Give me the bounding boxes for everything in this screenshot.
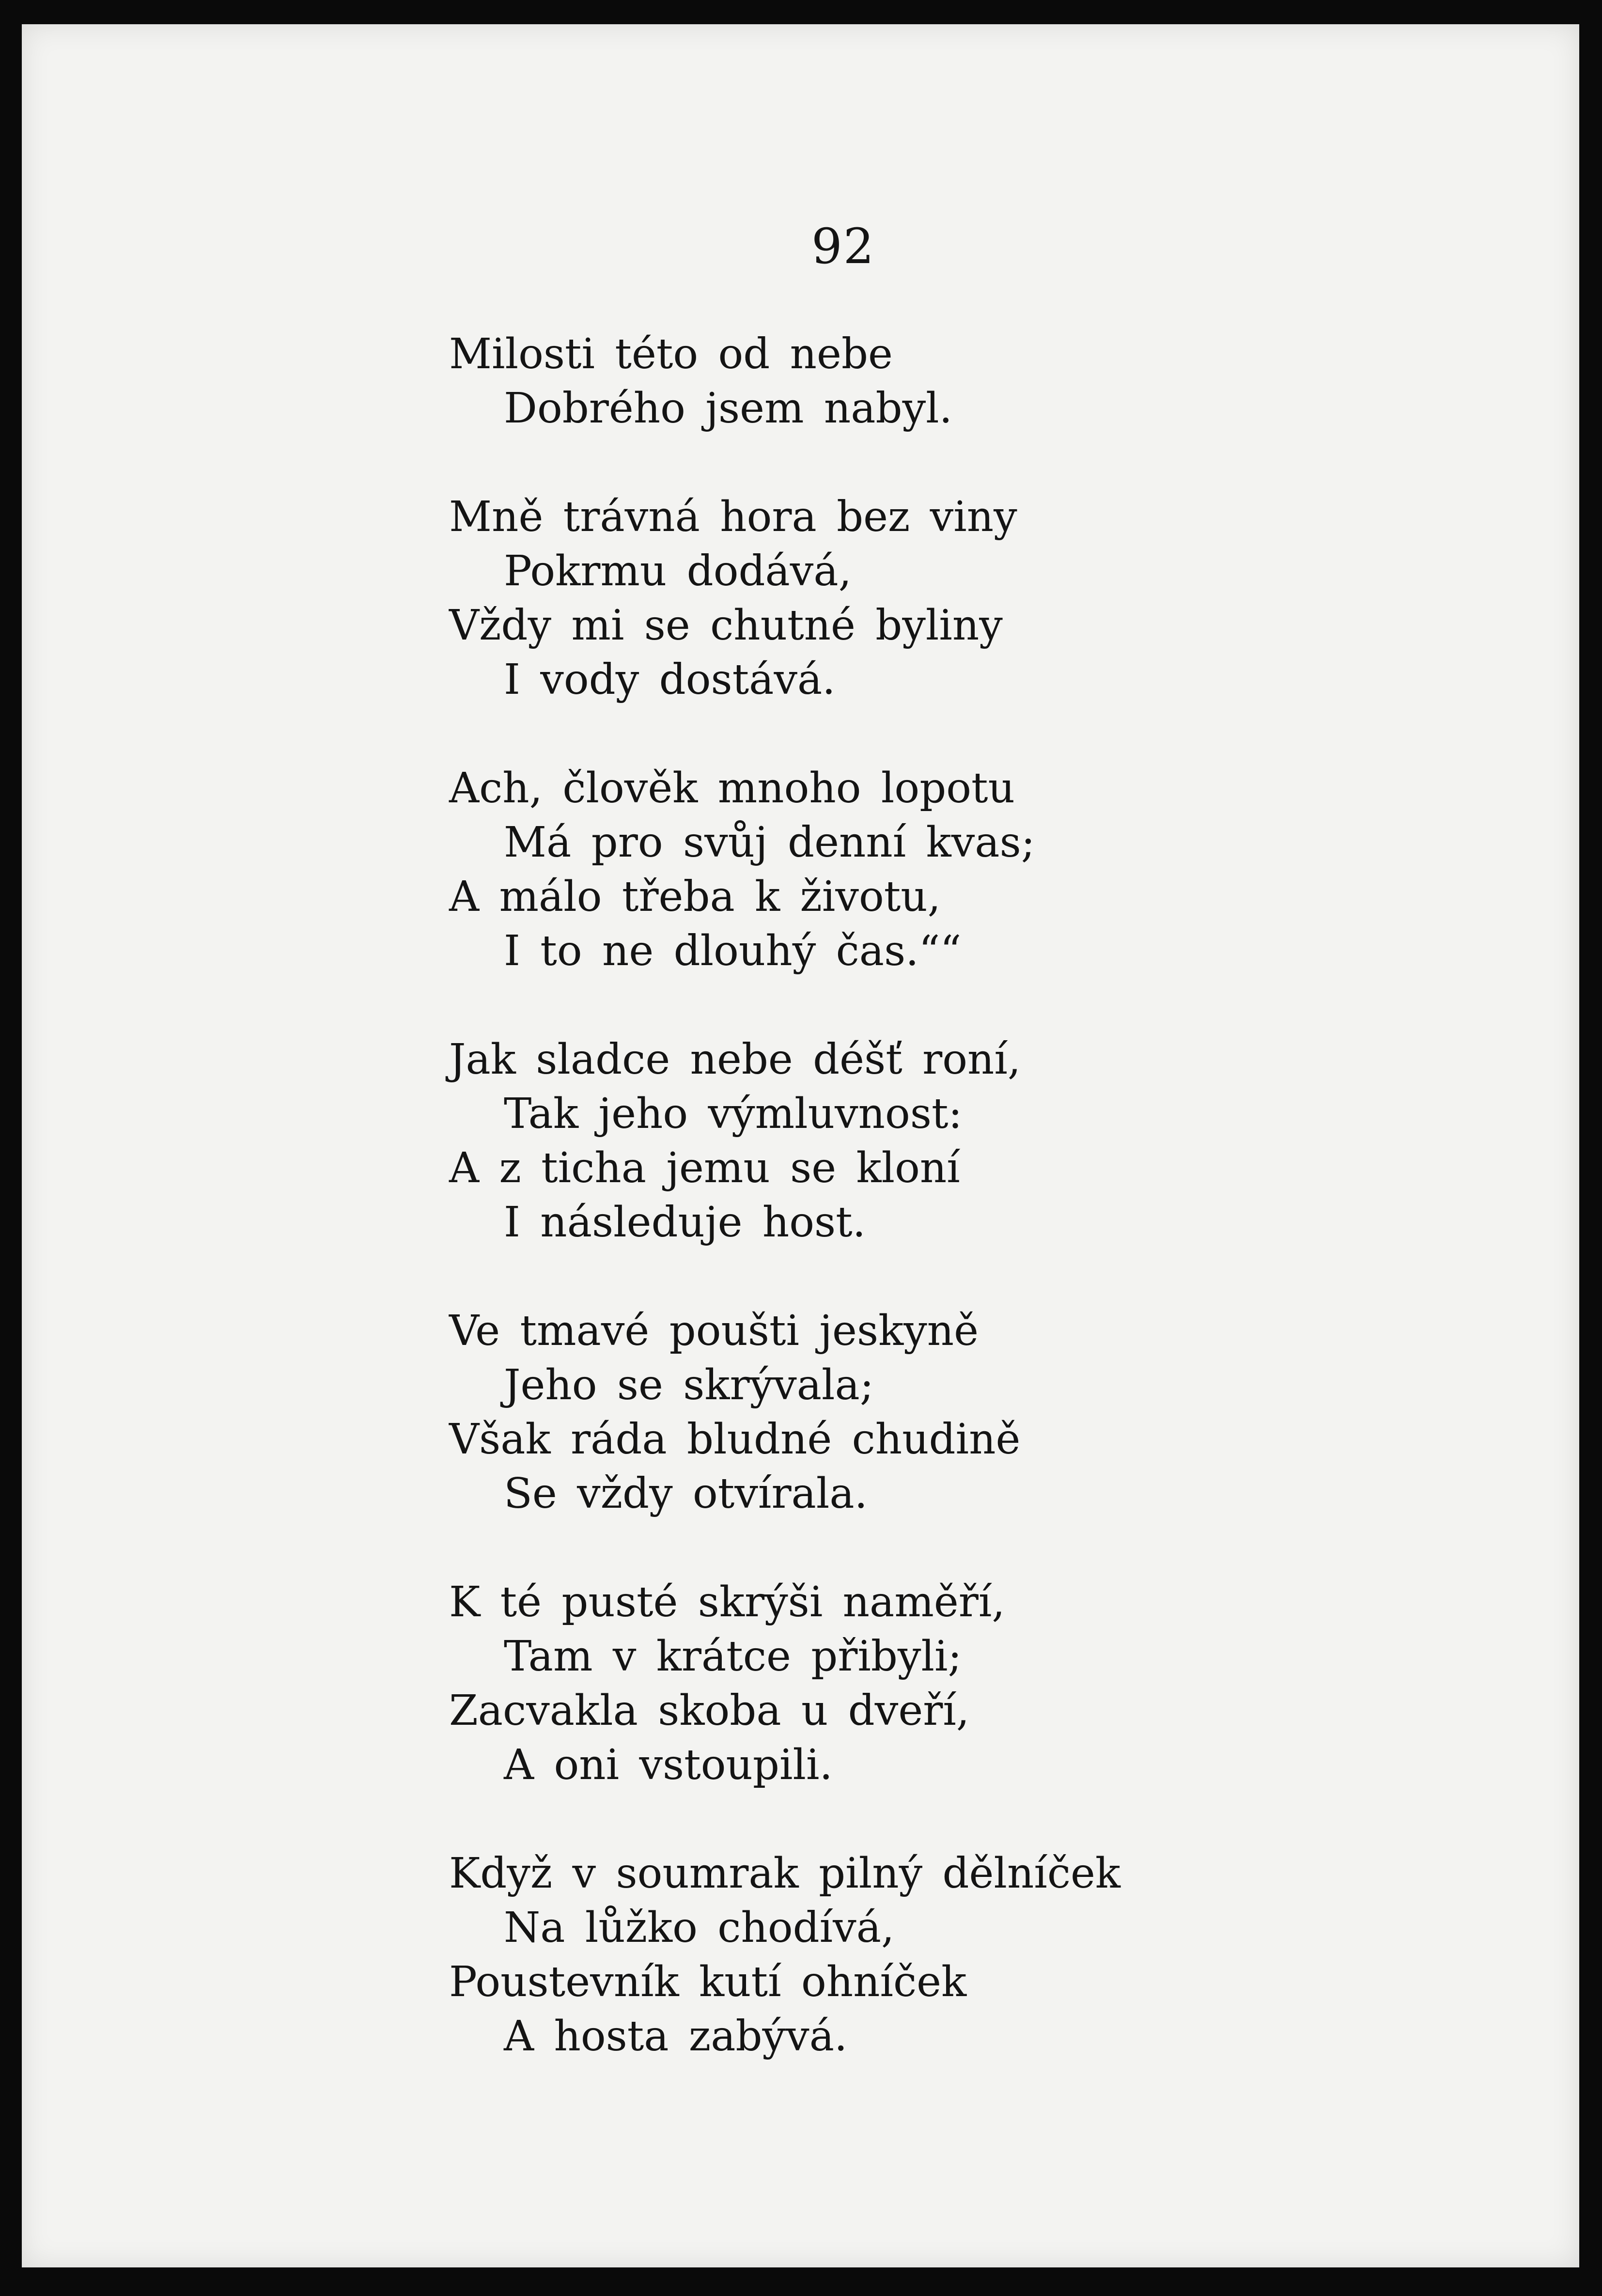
poem-line: Má pro svůj denní kvas; — [504, 818, 1035, 867]
stanza — [449, 1304, 1515, 1521]
stanza — [449, 1846, 1515, 2063]
poem-line: Však ráda bludné chudině — [449, 1415, 1021, 1464]
page-number: 92 — [811, 218, 875, 275]
poem-line: K té pusté skrýši naměří, — [449, 1578, 1005, 1626]
poem-line: I to ne dlouhý čas.““ — [504, 927, 962, 975]
poem-line: A oni vstoupili. — [504, 1741, 833, 1789]
poem-line: Jak sladce nebe déšť roní, — [449, 1035, 1021, 1084]
poem-line: Tam v krátce přibyli; — [504, 1632, 962, 1681]
poem-line: I následuje host. — [504, 1198, 866, 1247]
book-page — [22, 24, 1579, 2267]
poem-line: Jeho se skrývala; — [504, 1361, 874, 1409]
poem-line: Na lůžko chodívá, — [504, 1904, 895, 1952]
poem-line: Pokrmu dodává, — [504, 547, 852, 595]
poem-line: Když v soumrak pilný dělníček — [449, 1849, 1121, 1898]
poem-line: Ach, člověk mnoho lopotu — [449, 764, 1015, 812]
poem-line: I vody dostává. — [504, 656, 836, 704]
poem-line: Se vždy otvírala. — [504, 1469, 868, 1518]
poem — [449, 327, 1515, 2118]
poem-line: A málo třeba k životu, — [449, 873, 941, 921]
stanza — [449, 1032, 1515, 1250]
poem-line: A z ticha jemu se kloní — [449, 1144, 960, 1192]
stanza — [449, 490, 1515, 707]
stanza — [449, 1575, 1515, 1792]
poem-line: Mně trávná hora bez viny — [449, 493, 1017, 541]
poem-line: Tak jeho výmluvnost: — [504, 1090, 963, 1138]
poem-line: Poustevník kutí ohníček — [449, 1958, 967, 2006]
poem-line: Vždy mi se chutné byliny — [449, 601, 1003, 650]
stanza — [449, 327, 1515, 436]
poem-line: Zacvakla skoba u dveří, — [449, 1687, 970, 1735]
stanza — [449, 761, 1515, 978]
poem-line: Ve tmavé poušti jeskyně — [449, 1307, 979, 1355]
poem-line: A hosta zabývá. — [504, 2012, 848, 2061]
poem-line: Milosti této od nebe — [449, 330, 893, 378]
poem-line: Dobrého jsem nabyl. — [504, 384, 953, 433]
